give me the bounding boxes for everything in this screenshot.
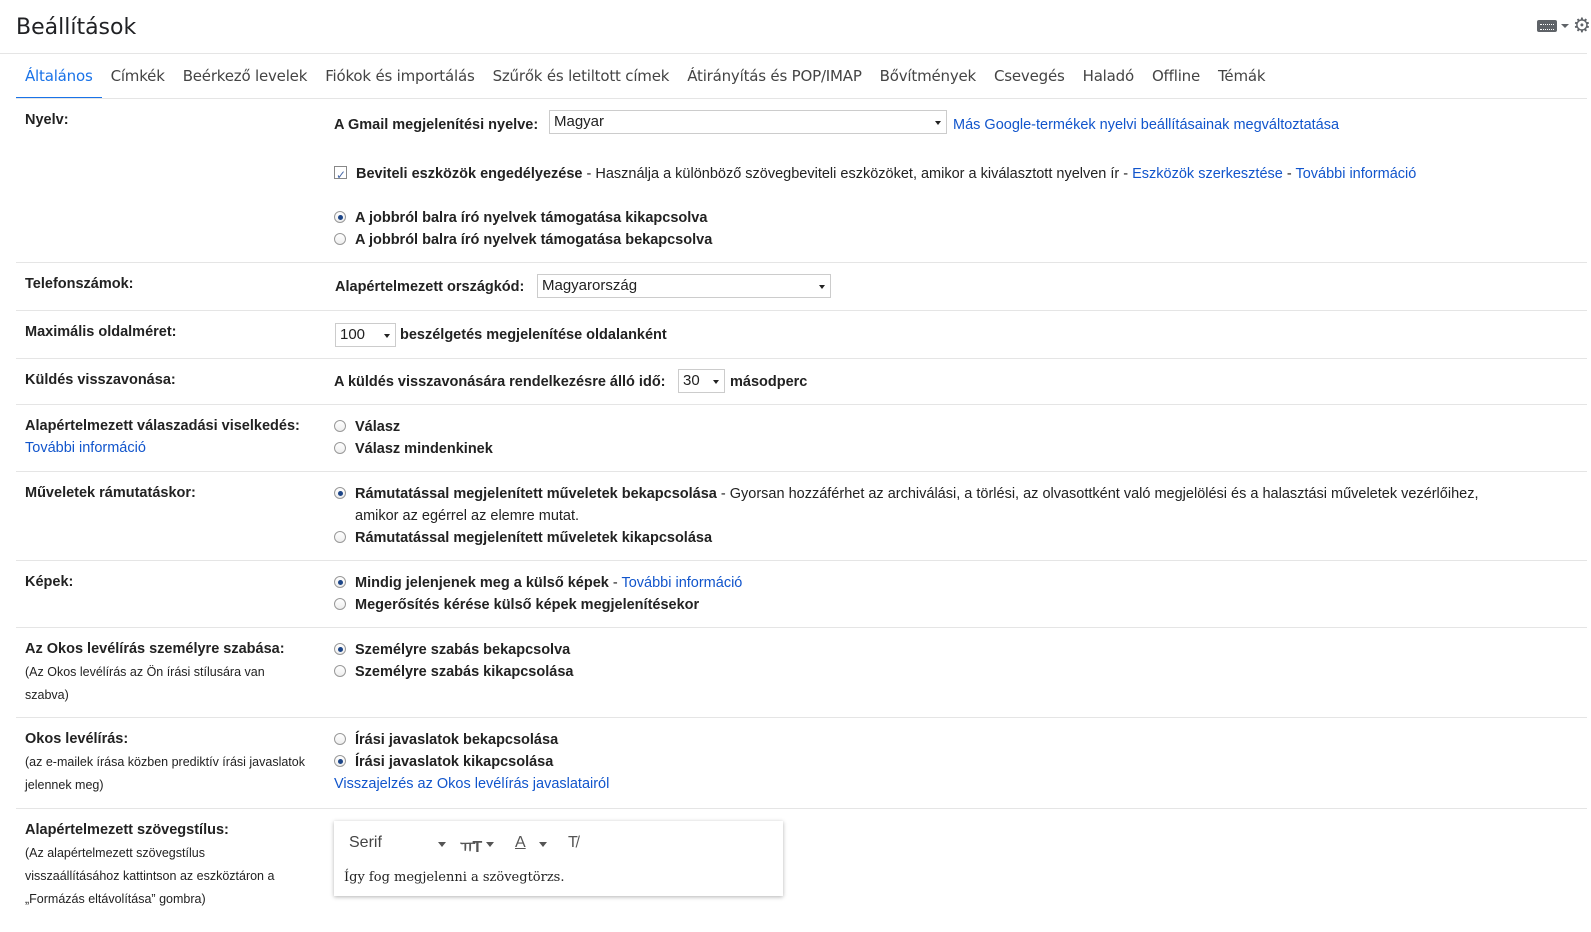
hover-off-label: Rámutatással megjelenített műveletek kikapcsolása <box>355 530 713 546</box>
language-label: Nyelv: <box>25 112 69 128</box>
phone-label: Telefonszámok: <box>25 276 134 292</box>
reply-option-label: Válasz <box>355 419 401 435</box>
reply-more-info-link[interactable]: További információ <box>25 440 146 456</box>
personalize-sub2: szabva) <box>25 688 69 702</box>
tab-filters[interactable]: Szűrők és letiltott címek <box>492 67 670 85</box>
display-language-select[interactable] <box>549 110 947 134</box>
personalize-off-label: Személyre szabás kikapcsolása <box>355 664 574 680</box>
link-separator: - <box>1282 166 1296 182</box>
personalize-off-radio[interactable] <box>334 665 346 677</box>
smart-compose-label: Okos levélírás: <box>25 731 129 747</box>
smart-compose-feedback-link[interactable]: Visszajelzés az Okos levélírás javaslatairól <box>334 776 610 792</box>
smart-compose-off-label: Írási javaslatok kikapcsolása <box>355 754 554 770</box>
chevron-down-icon <box>384 334 390 338</box>
page-size-select[interactable] <box>335 323 396 347</box>
section-smart-compose <box>16 718 1587 809</box>
settings-header <box>0 0 1591 54</box>
page-size-suffix: beszélgetés megjelenítése oldalanként <box>400 327 667 343</box>
page-title: Beállítások <box>16 15 137 40</box>
hover-on-desc: - Gyorsan hozzáférhet az archiválási, a törlési, az olvasottként való megjelölési és a halasztási műveletek vezérlőihez, <box>716 486 1479 502</box>
chevron-down-icon[interactable] <box>486 842 494 847</box>
tab-themes[interactable]: Témák <box>1218 67 1266 85</box>
smart-compose-on-radio[interactable] <box>334 733 346 745</box>
section-reply <box>16 405 1587 472</box>
images-label: Képek: <box>25 574 74 590</box>
header-icons <box>1537 15 1591 37</box>
page-size-value: 100 <box>340 326 366 343</box>
font-family-select[interactable]: Serif <box>349 834 382 851</box>
personalize-sub1: (Az Okos levélírás az Ön írási stílusára van <box>25 665 265 679</box>
font-size-icon[interactable]: ㅠT <box>460 839 480 856</box>
hover-off-radio[interactable] <box>334 531 346 543</box>
section-phone <box>16 263 1587 311</box>
images-always-radio[interactable] <box>334 576 346 588</box>
tab-addons[interactable]: Bővítmények <box>879 67 977 85</box>
undo-send-value: 30 <box>683 372 700 389</box>
input-tools-checkbox[interactable] <box>334 166 347 179</box>
tab-advanced[interactable]: Haladó <box>1082 67 1134 85</box>
section-hover-actions <box>16 472 1587 561</box>
chevron-down-icon[interactable] <box>539 842 547 847</box>
personalize-on-radio[interactable] <box>334 643 346 655</box>
country-code-value: Magyarország <box>542 277 638 294</box>
chevron-down-icon <box>713 380 719 384</box>
edit-tools-link[interactable]: Eszközök szerkesztése <box>1132 166 1283 182</box>
smart-compose-sub2: jelennek meg) <box>25 778 104 792</box>
hover-on-desc-cont: amikor az egérrel az elemre mutat. <box>355 508 580 524</box>
tab-general[interactable]: Általános <box>16 54 102 99</box>
undo-send-select[interactable] <box>678 369 725 393</box>
tab-inbox[interactable]: Beérkező levelek <box>182 67 308 85</box>
reply-all-radio[interactable] <box>334 442 346 454</box>
display-language-value: Magyar <box>554 113 605 130</box>
section-language <box>16 99 1587 263</box>
images-more-info-link[interactable]: További információ <box>621 575 743 591</box>
undo-send-label: Küldés visszavonása: <box>25 372 176 388</box>
more-info-link[interactable]: További információ <box>1295 166 1417 182</box>
undo-send-suffix: másodperc <box>730 374 808 390</box>
rtl-on-label: A jobbról balra író nyelvek támogatása bekapcsolva <box>355 232 713 248</box>
section-undo-send <box>16 359 1587 405</box>
text-style-sub3: „Formázás eltávolítása” gombra) <box>25 892 206 906</box>
text-style-sub1: (Az alapértelmezett szövegstílus <box>25 846 205 860</box>
hover-on-radio[interactable] <box>334 487 346 499</box>
section-text-style <box>16 809 1587 932</box>
rtl-on-radio[interactable] <box>334 233 346 245</box>
images-separator: - <box>608 575 622 591</box>
hover-on-label: Rámutatással megjelenített műveletek bekapcsolása <box>355 486 717 502</box>
personalize-label: Az Okos levélírás személyre szabása: <box>25 641 285 657</box>
tab-chat[interactable]: Csevegés <box>994 67 1065 85</box>
page-size-label: Maximális oldalméret: <box>25 324 177 340</box>
reply-label: Alapértelmezett válaszadási viselkedés: <box>25 418 300 434</box>
images-ask-label: Megerősítés kérése külső képek megjelenítésekor <box>355 597 700 613</box>
other-products-language-link[interactable]: Más Google-termékek nyelvi beállításainak megváltoztatása <box>953 117 1340 133</box>
rtl-off-radio[interactable] <box>334 211 346 223</box>
smart-compose-on-label: Írási javaslatok bekapcsolása <box>355 732 559 748</box>
text-color-icon[interactable]: A <box>515 834 526 851</box>
text-style-editor <box>334 821 783 896</box>
rtl-off-label: A jobbról balra író nyelvek támogatása kikapcsolva <box>355 210 708 226</box>
chevron-down-icon <box>935 121 941 125</box>
section-images <box>16 561 1587 628</box>
images-ask-radio[interactable] <box>334 598 346 610</box>
tab-accounts[interactable]: Fiókok és importálás <box>325 67 475 85</box>
images-always-label: Mindig jelenjenek meg a külső képek <box>355 575 609 591</box>
section-personalize <box>16 628 1587 718</box>
smart-compose-sub1: (az e-mailek írása közben prediktív írási javaslatok <box>25 755 305 769</box>
text-style-sub2: visszaállításához kattintson az eszköztáron a <box>25 869 275 883</box>
smart-compose-off-radio[interactable] <box>334 755 346 767</box>
display-language-label: A Gmail megjelenítési nyelve: <box>334 117 539 133</box>
remove-formatting-icon[interactable]: T̸ <box>568 834 578 851</box>
reply-all-option-label: Válasz mindenkinek <box>355 441 493 457</box>
gear-icon[interactable]: ⚙ <box>1573 15 1591 37</box>
chevron-down-icon <box>819 285 825 289</box>
country-code-select[interactable] <box>537 274 831 298</box>
input-tools-label: Beviteli eszközök engedélyezése <box>356 166 583 182</box>
country-code-label: Alapértelmezett országkód: <box>335 279 525 295</box>
tab-offline[interactable]: Offline <box>1151 67 1200 85</box>
reply-radio[interactable] <box>334 420 346 432</box>
text-style-sample: Így fog megjelenni a szövegtörzs. <box>344 870 565 885</box>
chevron-down-icon[interactable] <box>438 842 446 847</box>
keyboard-icon[interactable] <box>1537 20 1557 32</box>
section-page-size <box>16 311 1587 359</box>
text-style-label: Alapértelmezett szövegstílus: <box>25 822 229 838</box>
undo-send-prefix: A küldés visszavonására rendelkezésre álló idő: <box>334 374 666 390</box>
tab-labels[interactable]: Címkék <box>110 67 165 85</box>
input-tools-desc: - Használja a különböző szövegbeviteli eszközöket, amikor a kiválasztott nyelven ír - <box>582 166 1133 182</box>
personalize-on-label: Személyre szabás bekapcsolva <box>355 642 571 658</box>
hover-actions-label: Műveletek rámutatáskor: <box>25 485 196 501</box>
settings-tabs <box>16 54 1274 99</box>
tab-forwarding[interactable]: Átirányítás és POP/IMAP <box>687 67 862 85</box>
chevron-down-icon[interactable] <box>1561 24 1569 28</box>
